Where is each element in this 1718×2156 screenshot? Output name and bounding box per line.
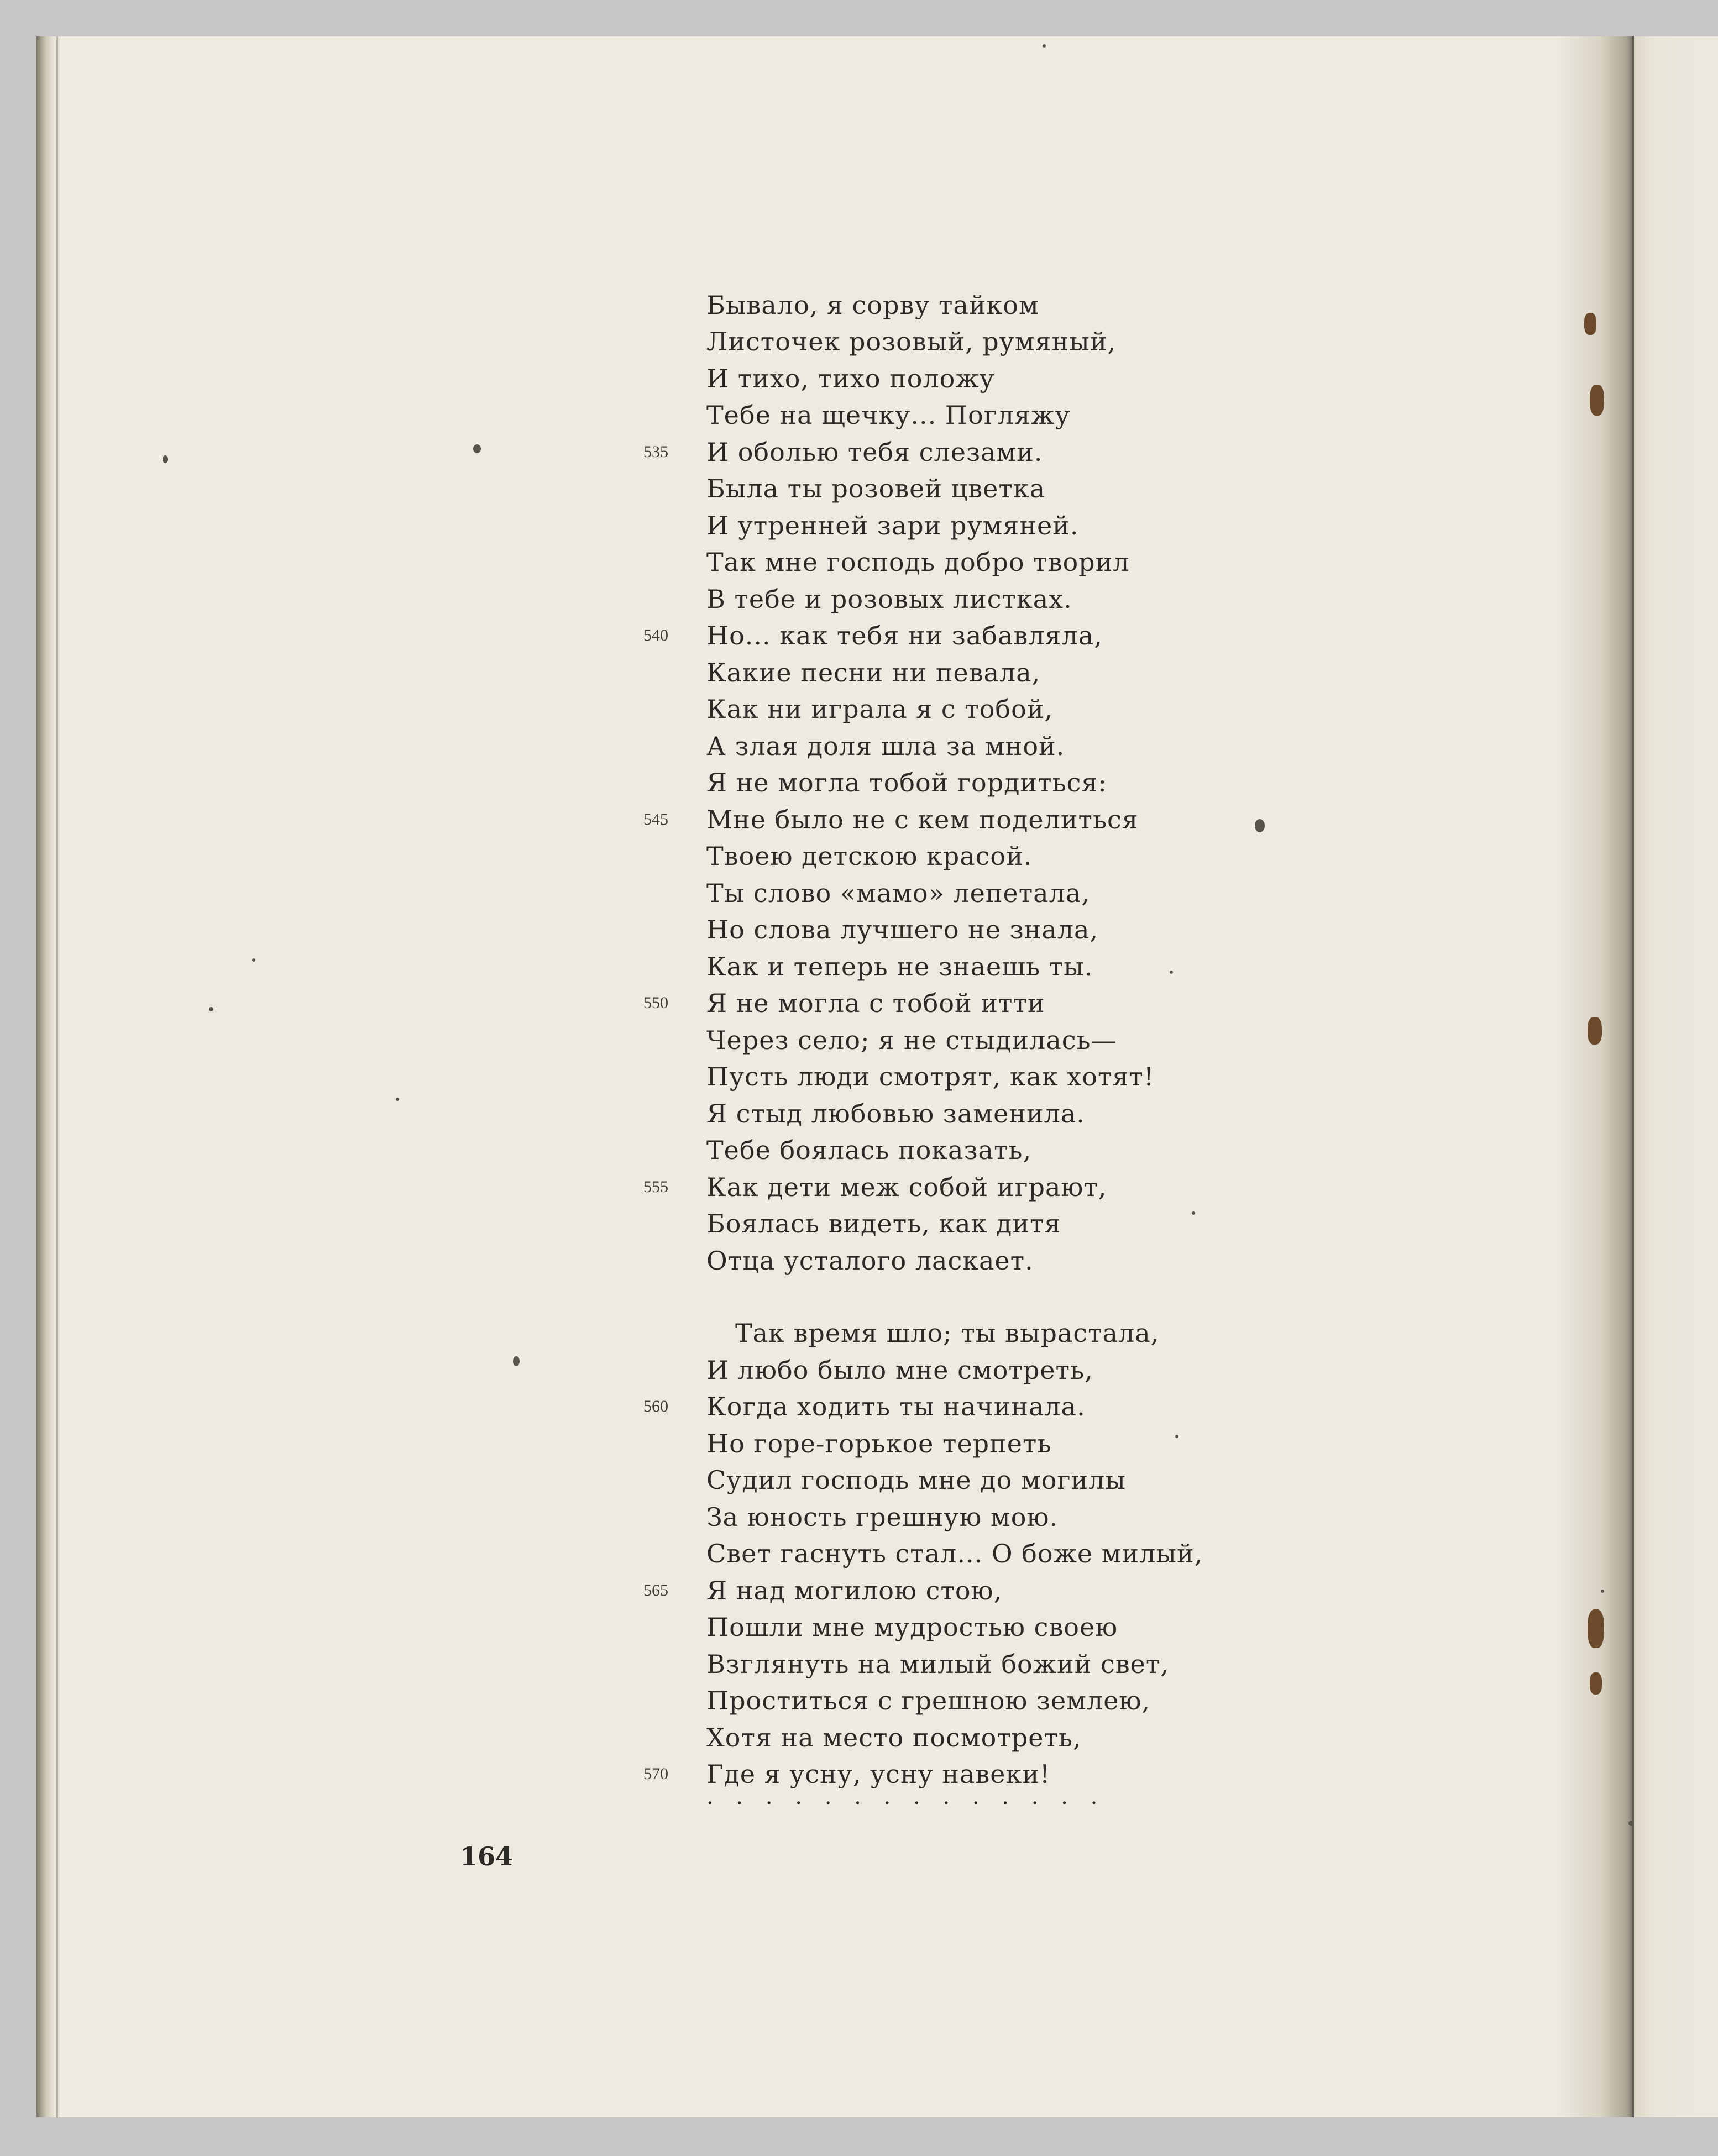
poem-line: Мне было не с кем поделиться [706,805,1139,835]
ellipsis-row: . . . . . . . . . . . . . . [706,1784,1106,1809]
line-number: 550 [643,994,668,1012]
line-number: 540 [643,626,668,644]
paper-speck [1175,1435,1178,1438]
foxing-stain [1590,1672,1602,1695]
poem-line: Свет гаснуть стал... О боже милый, [706,1539,1203,1569]
poem-line: И оболью тебя слезами. [706,437,1043,467]
poem-line: Но слова лучшего не знала, [706,915,1099,945]
poem-line: Твоею детскою красой. [706,841,1033,871]
paper-speck [1043,44,1046,48]
foxing-stain [1588,1609,1604,1648]
foxing-stain [1584,313,1596,335]
poem-line: Проститься с грешною землею, [706,1686,1151,1716]
poem-line: Как и теперь не знаешь ты. [706,952,1093,982]
poem-line: А злая доля шла за мной. [706,731,1065,761]
foxing-stain [1590,385,1604,416]
poem-line: Взглянуть на милый божий свет, [706,1649,1169,1679]
page-number: 164 [460,1842,514,1871]
poem-line: В тебе и розовых листках. [706,584,1072,614]
poem-line: Была ты розовей цветка [706,474,1046,503]
scanned-page [36,36,1718,2117]
poem-line: Так мне господь добро творил [706,547,1130,577]
foxing-stain [1588,1017,1602,1045]
poem-line: Где я усну, усну навеки! [706,1759,1051,1789]
poem-line: Хотя на место посмотреть, [706,1723,1082,1753]
poem-line: Тебе боялась показать, [706,1135,1032,1165]
poem-line: За юность грешную мою. [706,1502,1059,1532]
poem-line: Я над могилою стою, [706,1576,1003,1606]
line-number: 555 [643,1178,668,1196]
paper-speck [1192,1211,1195,1215]
poem-line: И утренней зари румяней. [706,511,1079,541]
paper-speck [252,958,255,962]
poem-line: Какие песни ни певала, [706,658,1041,688]
paper-speck [1601,1590,1604,1593]
poem-line: И тихо, тихо положу [706,364,995,394]
line-number: 560 [643,1397,668,1415]
paper-speck [1628,1821,1634,1826]
line-number: 545 [643,810,668,828]
poem-line: Бывало, я сорву тайком [706,290,1039,320]
line-number: 565 [643,1581,668,1599]
poem-line: Как ни играла я с тобой, [706,694,1054,724]
poem-line: Я не могла тобой гордиться: [706,768,1107,798]
paper-speck [396,1098,399,1101]
poem-line: Когда ходить ты начинала. [706,1392,1086,1421]
poem-line: Но... как тебя ни забавляла, [706,621,1103,651]
paper-speck [473,444,481,453]
poem-line: Через село; я не стыдилась— [706,1025,1117,1055]
poem-line: Но горе-горькое терпеть [706,1429,1052,1459]
poem-line: Отца усталого ласкает. [706,1246,1034,1276]
poem-line: Я стыд любовью заменила. [706,1099,1085,1129]
poem-line: Судил господь мне до могилы [706,1465,1126,1495]
paper-speck [1255,819,1265,832]
paper-speck [209,1007,213,1011]
paper-speck [1170,971,1173,974]
poem-line: Пусть люди смотрят, как хотят! [706,1062,1155,1092]
poem-line: Листочек розовый, румяный, [706,327,1117,356]
line-number: 535 [643,443,668,461]
poem-line: Так время шло; ты вырастала, [735,1318,1160,1348]
poem-line: Боялась видеть, как дитя [706,1209,1061,1239]
poem-line: И любо было мне смотреть, [706,1355,1093,1385]
poem-line: Как дети меж собой играют, [706,1172,1107,1202]
poem-line: Пошли мне мудростью своею [706,1612,1118,1642]
poem-line: Ты слово «мамо» лепетала, [706,878,1090,908]
poem-text-block [36,36,1718,2117]
paper-speck [513,1356,520,1366]
line-number: 570 [643,1765,668,1783]
poem-line: Тебе на щечку... Погляжу [706,400,1071,430]
paper-speck [163,455,168,463]
poem-line: Я не могла с тобой итти [706,988,1045,1018]
